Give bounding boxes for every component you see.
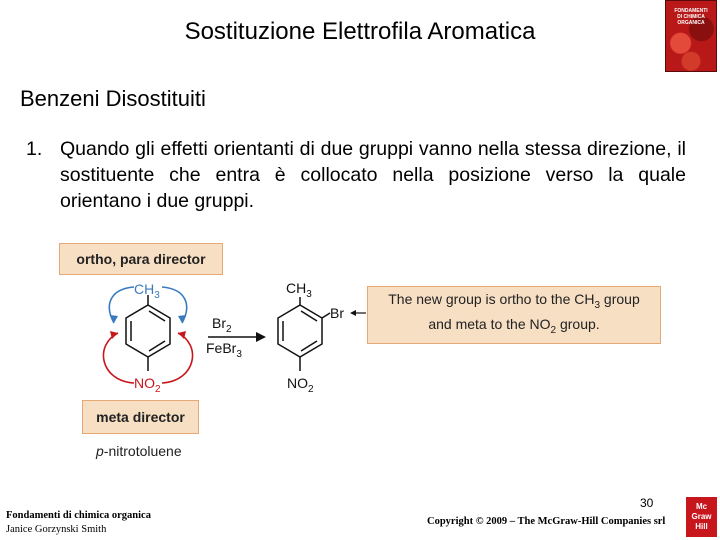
regiochemistry-note <box>367 286 661 344</box>
book-cover-title: FONDAMENTI DI CHIMICA ORGANICA <box>674 8 708 26</box>
note-line-1: The new group is ortho to the $CH_3$ group <box>388 291 640 311</box>
meta-director-label: meta director <box>82 400 199 434</box>
item-number: 1. <box>26 138 43 160</box>
note-line-2: and meta to the $NO_2$ group. <box>428 316 600 336</box>
footer-book-title: Fondamenti di chimica organica <box>6 510 151 521</box>
reactant-ch3-label: $CH_3$ <box>134 281 160 301</box>
reagent-febr3-label: FeBr$_3$ <box>206 340 242 360</box>
compound-caption: p-nitrotoluene <box>96 443 182 459</box>
reaction-arrow-head <box>256 332 266 342</box>
footer-author: Janice Gorzynski Smith <box>6 524 107 535</box>
product-benzene-ring <box>278 297 330 371</box>
note-pointer-head <box>350 310 356 316</box>
product-ch3-label: $CH_3$ <box>286 280 312 300</box>
ortho-para-director-label: ortho, para director <box>59 243 223 275</box>
slide-subtitle: Benzeni Disostituiti <box>20 86 206 111</box>
footer-book-info <box>6 509 151 537</box>
reactant-no2-label: $NO_2$ <box>134 375 161 395</box>
reactant-benzene-ring <box>126 295 170 371</box>
slide-title: Sostituzione Elettrofila Aromatica <box>184 18 536 45</box>
reagent-br2-label: $Br_2$ <box>212 315 232 335</box>
item-text: Quando gli effetti orientanti di due gruppi vanno nella stessa direzione, il sostituente che entra è collocato nella posizione verso la quale orientano i due gruppi. <box>60 138 686 212</box>
publisher-logo: Mc Graw Hill <box>686 497 717 537</box>
product-br-label: Br <box>330 305 344 321</box>
footer-copyright: Copyright © 2009 – The McGraw-Hill Companies srl <box>427 516 666 527</box>
numbered-item <box>26 136 686 214</box>
product-no2-label: $NO_2$ <box>287 375 314 395</box>
book-cover-image <box>665 0 717 72</box>
page-number: 30 <box>640 496 654 510</box>
